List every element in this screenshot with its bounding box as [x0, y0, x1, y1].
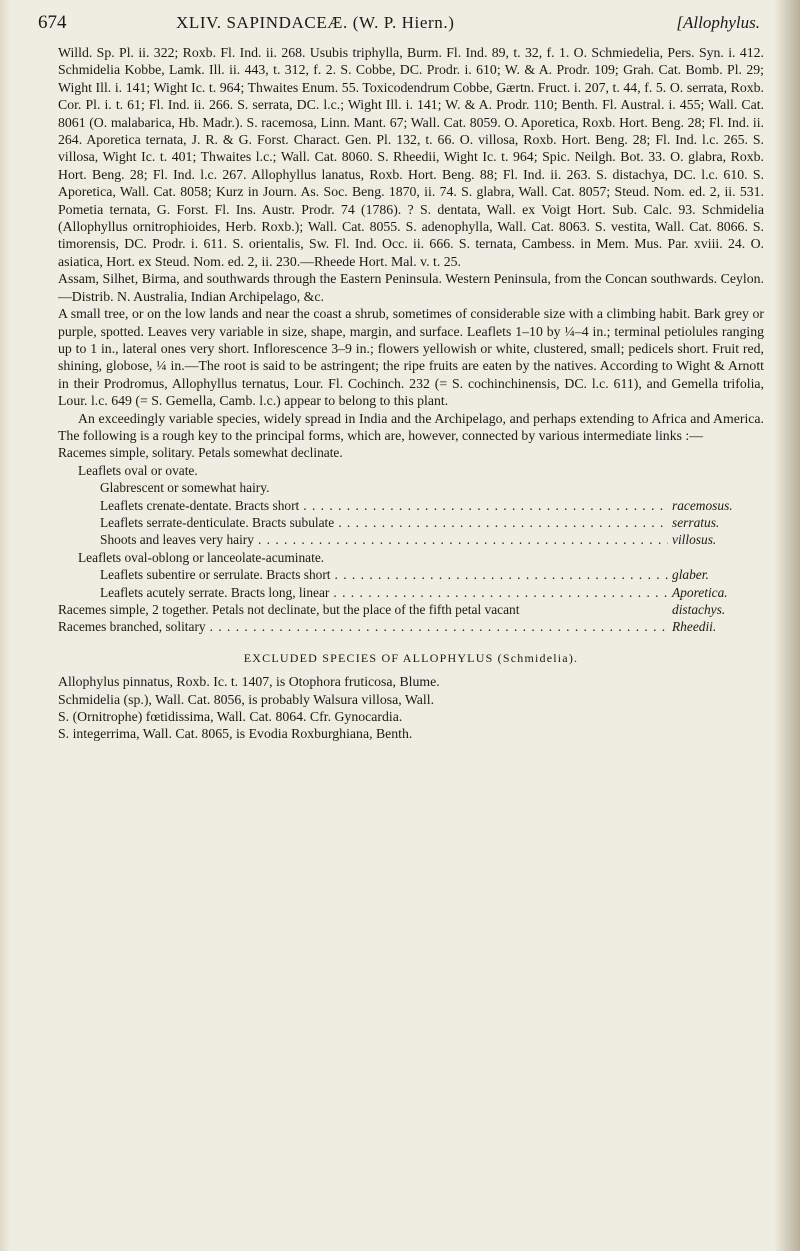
variability-note: An exceedingly variable species, widely spread in India and the Archipelago, and perhaps extending to Africa and America. The following is a rough key to the principal forms, which are, however, connected by various intermediate links :— [58, 410, 764, 443]
key-row-result: Aporetica. [672, 584, 728, 600]
key-row-text: Leaflets subentire or serrulate. Bracts short [100, 567, 331, 583]
key-row-result: distachys. [672, 602, 726, 617]
key-leader-dots [333, 584, 668, 601]
key-row-text: Racemes simple, 2 together. Petals not declinate, but the place of the fifth petal vacant [58, 602, 520, 617]
excluded-species-entry: S. (Ornitrophe) fœtidissima, Wall. Cat. 8064. Cfr. Gynocardia. [58, 709, 403, 725]
page-body [58, 44, 764, 743]
page-number: 674 [38, 12, 67, 33]
key-row-result: villosus. [672, 532, 717, 548]
key-row-text: Racemes simple, solitary. Petals somewhat declinate. [58, 445, 343, 461]
excluded-species-entry: Schmidelia (sp.), Wall. Cat. 8056, is probably Walsura villosa, Wall. [58, 691, 435, 707]
identification-key [58, 444, 764, 635]
key-leader-dots [258, 531, 668, 548]
key-row [58, 497, 764, 514]
chapter-title: XLIV. SAPINDACEÆ. (W. P. Hiern.) [176, 13, 455, 32]
excluded-species-list [58, 673, 764, 743]
key-row-result: glaber. [672, 567, 709, 583]
key-row [58, 618, 764, 635]
key-leader-dots [335, 566, 668, 583]
key-row-text: Leaflets oval-oblong or lanceolate-acuminate. [78, 549, 325, 565]
description-paragraph: A small tree, or on the low lands and near the coast a shrub, sometimes of considerable size with a climbing habit. Bark grey or purple, spotted. Leaves very variable in size, shape, margin, and surface. Leaflets 1–10 by ¼–4 in.; terminal petiolules ranging up to 1 in., lateral ones very short. Inflorescence 3–9 in.; flowers yellowish or white, clustered, small; pedicels short. Fruit red, shining, globose, ¼ in.—The root is said to be astringent; the ripe fruits are eaten by the natives. According to Wight & Arnott in their Prodromus, Allophyllus ternatus, Lour. Fl. Cochinch. 232 (= S. cochinchinensis, DC. l.c. 611), and Gemella trifolia, Lour. l.c. 649 (= S. Gemella, Camb. l.c.) appear to belong to this plant. [58, 306, 764, 409]
genus-running-head: [Allophylus. [676, 13, 760, 32]
key-row [58, 444, 764, 461]
key-row-text: Leaflets oval or ovate. [78, 462, 198, 478]
key-row [58, 601, 764, 618]
key-row [58, 566, 764, 583]
key-row [58, 584, 764, 601]
key-row-text: Leaflets crenate-dentate. Bracts short [100, 497, 300, 513]
key-row-result: Rheedii. [672, 619, 717, 635]
key-leader-dots [303, 497, 668, 514]
page-edge-shadow [0, 0, 10, 1251]
key-row [58, 531, 764, 548]
key-row-result: racemosus. [672, 497, 733, 513]
key-row [58, 462, 764, 479]
key-row [58, 479, 764, 496]
book-binding-shadow [774, 0, 800, 1251]
key-row-text: Glabrescent or somewhat hairy. [100, 480, 270, 496]
key-row-text: Racemes branched, solitary [58, 619, 206, 635]
key-row-text: Leaflets acutely serrate. Bracts long, linear [100, 584, 330, 600]
key-row [58, 549, 764, 566]
excluded-species-entry: S. integerrima, Wall. Cat. 8065, is Evodia Roxburghiana, Benth. [58, 726, 413, 742]
key-leader-dots [210, 618, 668, 635]
key-row-text: Shoots and leaves very hairy [100, 532, 254, 548]
key-row-result: serratus. [672, 514, 720, 530]
distribution-paragraph: Assam, Silhet, Birma, and southwards through the Eastern Peninsula. Western Peninsula, from the Concan southwards. Ceylon.—Distrib. N. Australia, Indian Archipelago, &c. [58, 271, 764, 304]
excluded-species-entry: Allophylus pinnatus, Roxb. Ic. t. 1407, is Otophora fruticosa, Blume. [58, 674, 440, 690]
key-row-text: Leaflets serrate-denticulate. Bracts subulate [100, 514, 335, 530]
excluded-species-heading: EXCLUDED SPECIES OF ALLOPHYLUS (Schmidelia). [243, 650, 579, 665]
synonymy-paragraph: Willd. Sp. Pl. ii. 322; Roxb. Fl. Ind. ii. 268. Usubis triphylla, Burm. Fl. Ind. 89, t. 32, f. 1. O. Schmiedelia, Pers. Syn. i. 412. Schmidelia Kobbe, Lamk. Ill. ii. 443, t. 312, f. 2. S. Cobbe, DC. Prodr. i. 610; W. & A. Prodr. 109; Grah. Cat. Bomb. Pl. 29; Wight Ill. i. 141; Wight Ic. t. 964; Thwaites Enum. 55. Toxicodendrum Cobbe, Gærtn. Fruct. i. 207, t. 44, f. 5. O. serrata, Roxb. Cor. Pl. i. t. 61; Fl. Ind. ii. 266. S. serrata, DC. l.c.; Wight Ill. i. 141; W. & A. Prodr. 110; Benth. Fl. Austral. i. 455; Wall. Cat. 8061 (O. malabarica, Hb. Madr.). S. racemosa, Linn. Mant. 67; Wall. Cat. 8059. O. Aporetica, Roxb. Hort. Beng. 28; Fl. Ind. ii. 264. Aporetica ternata, J. R. & G. Forst. Charact. Gen. Pl. 132, t. 66. O. villosa, Roxb. Hort. Beng. 28; Fl. Ind. l.c. 265. S. villosa, Wight Ic. t. 401; Thwaites l.c.; Wall. Cat. 8060. S. Rheedii, Wight Ic. t. 964; Spic. Neilgh. Bot. 33. O. glabra, Roxb. Hort. Beng. 28; Fl. Ind. l.c. 267. Allophyllus lanatus, Roxb. Hort. Beng. 88; Fl. Ind. ii. 263. S. distachya, DC. l.c. 610. S. Aporetica, Wall. Cat. 8058; Kurz in Journ. As. Soc. Beng. 1870, ii. 74. S. glabra, Wall. Cat. 8057; Steud. Nom. ed. 2, ii. 531. Pometia ternata, G. Forst. Fl. Ins. Austr. Prodr. 74 (1786). ? S. dentata, Wall. ex Voigt Hort. Sub. Calc. 93. Schmidelia (Allophyllus ornitrophioides, Herb. Roxb.); Wall. Cat. 8055. S. adenophylla, Wall. Cat. 8063. S. vestita, Wall. Cat. 8066. S. timorensis, DC. Prodr. i. 611. S. orientalis, Sw. Fl. Ind. Occ. ii. 666. S. ternata, Cambess. in Mem. Mus. Par. xviii. 24. O. asiatica, Hort. ex Steud. Nom. ed. 2, ii. 230.—Rheede Hort. Mal. v. t. 25. [58, 45, 764, 269]
running-header [38, 10, 760, 36]
key-row [58, 514, 764, 531]
key-leader-dots [338, 514, 668, 531]
